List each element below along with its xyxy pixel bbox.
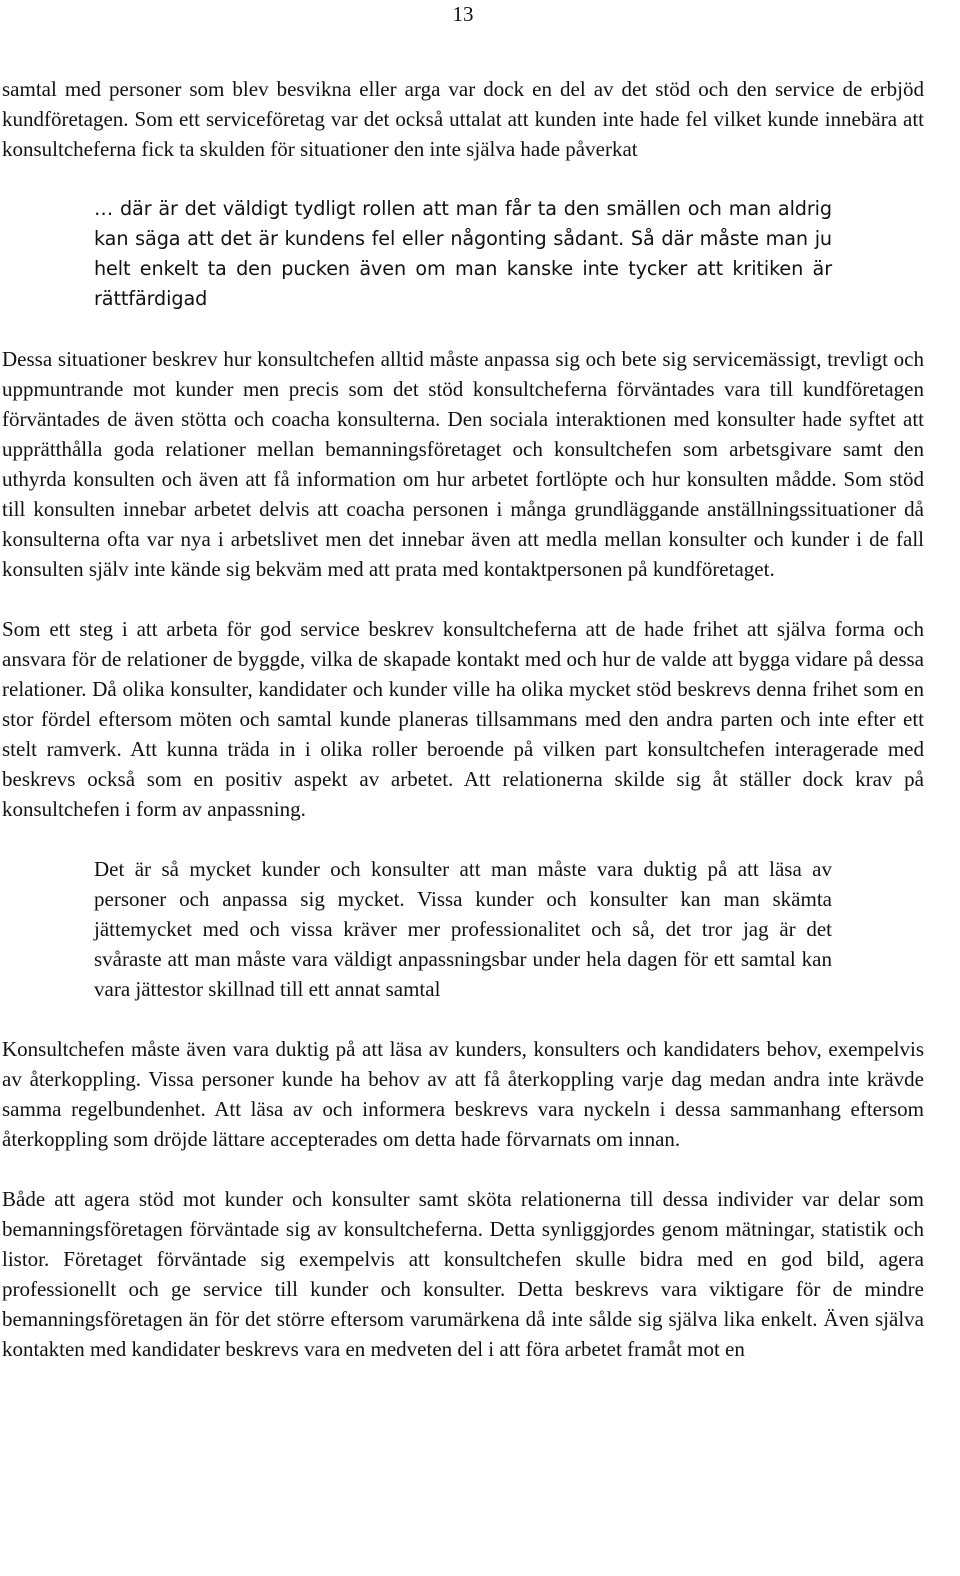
page-number: 13 xyxy=(452,2,474,26)
block-quote-1 xyxy=(94,194,832,314)
block-quote-1-text: … där är det väldigt tydligt rollen att man får ta den smällen och man aldrig kan säga att det är kundens fel eller någonting sådant. Så där måste man ju helt enkelt ta den pucken även om man kanske inte tycker att kritiken är rättfärdigad xyxy=(94,197,832,310)
document-body xyxy=(2,74,924,1364)
paragraph-5: Både att agera stöd mot kunder och konsulter samt sköta relationerna till dessa individer var delar som bemanningsföretagen förväntade sig av konsultcheferna. Detta synliggjordes genom mätningar, statistik och listor. Företaget förväntade sig exempelvis att konsultchefen skulle bidra med en god bild, agera professionellt och ge service till kunder och konsulter. Detta beskrevs vara viktigare för de mindre bemanningsföretagen än för det större eftersom varumärkena då inte sålde sig själva lika enkelt. Även själva kontakten med kandidater beskrevs vara en medveten del i att föra arbetet framåt mot en xyxy=(2,1187,924,1361)
block-quote-2 xyxy=(94,854,832,1004)
paragraph-1: samtal med personer som blev besvikna eller arga var dock en del av det stöd och den service de erbjöd kundföretagen. Som ett serviceföretag var det också uttalat att kunden inte hade fel vilket kunde innebära att konsultcheferna fick ta skulden för situationer den inte själva hade påverkat xyxy=(2,77,924,161)
paragraph-3: Som ett steg i att arbeta för god service beskrev konsultcheferna att de hade frihet att själva forma och ansvara för de relationer de byggde, vilka de skapade kontakt med och hur de valde att bygga vidare på dessa relationer. Då olika konsulter, kandidater och kunder ville ha olika mycket stöd beskrevs denna frihet som en stor fördel eftersom möten och samtal kunde planeras tillsammans med den andra parten och inte efter ett stelt ramverk. Att kunna träda in i olika roller beroende på vilken part konsultchefen interagerade med beskrevs också som en positiv aspekt av arbetet. Att relationerna skilde sig åt ställer dock krav på konsultchefen i form av anpassning. xyxy=(2,617,924,821)
paragraph-2: Dessa situationer beskrev hur konsultchefen alltid måste anpassa sig och bete sig servicemässigt, trevligt och uppmuntrande mot kunder men precis som det stöd konsultcheferna förväntades vara till kundföretagen förväntades de även stötta och coacha konsulterna. Den sociala interaktionen med konsulter hade syftet att upprätthålla goda relationer mellan bemanningsföretaget och konsultchefen som arbetsgivare samt den uthyrda konsulten och även att få information om hur arbetet fortlöpte och hur konsulten mådde. Som stöd till konsulten innebar arbetet delvis att coacha personen i många grundläggande anställningssituationer då konsulterna ofta var nya i arbetslivet men det innebar även att medla mellan konsulter och kunder i de fall konsulten själv inte kände sig bekväm med att prata med kontaktpersonen på kundföretaget. xyxy=(2,347,924,581)
paragraph-4: Konsultchefen måste även vara duktig på att läsa av kunders, konsulters och kandidaters behov, exempelvis av återkoppling. Vissa personer kunde ha behov av att få återkoppling varje dag medan andra inte krävde samma regelbundenhet. Att läsa av och informera beskrevs vara nyckeln i dessa sammanhang eftersom återkoppling som dröjde lättare accepterades om detta hade förvarnats om innan. xyxy=(2,1037,924,1151)
block-quote-2-text: Det är så mycket kunder och konsulter att man måste vara duktig på att läsa av personer och anpassa sig mycket. Vissa kunder och konsulter kan man skämta jättemycket med och vissa kräver mer professionalitet och så, det tror jag är det svåraste att man måste vara väldigt anpassningsbar under hela dagen för ett samtal kan vara jättestor skillnad till ett annat samtal xyxy=(94,857,832,1001)
